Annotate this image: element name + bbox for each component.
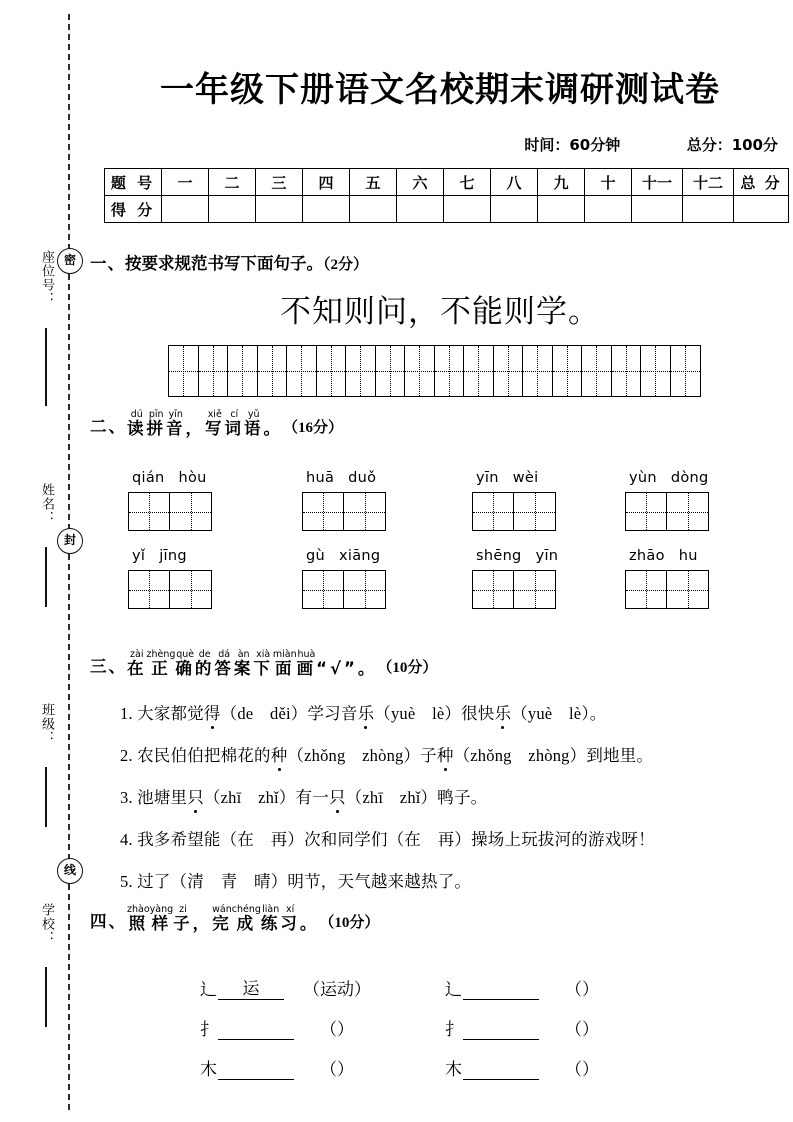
word-slot-yinwei-grid[interactable]: [472, 492, 556, 531]
emphasis-char[interactable]: 得: [204, 700, 221, 724]
seal-char-feng: 封: [57, 528, 83, 554]
seal-margin: [0, 0, 90, 1122]
word-slot-guxiang-grid[interactable]: [302, 570, 386, 609]
word-slot-zhaohu[interactable]: [625, 548, 709, 609]
question-text: （zhī zhǐ）鸭子。: [345, 788, 488, 807]
ruby-char: [195, 650, 215, 677]
ruby-char: [297, 650, 317, 677]
radical-blank[interactable]: 运: [218, 979, 284, 1000]
pinyin-1: shēng: [476, 548, 522, 564]
ruby-pinyin: cí: [230, 409, 239, 420]
field-school-label: 学校：: [39, 903, 54, 945]
radical-word-paren[interactable]: （）: [565, 1020, 599, 1039]
ruby-hanzi: 正: [151, 658, 171, 678]
word-slot-qianhou-pinyin: [128, 470, 212, 486]
radical-word-paren[interactable]: （）: [320, 1020, 354, 1039]
word-slot-zhaohu-pinyin: [625, 548, 709, 564]
score-table-col-3: 三: [256, 169, 303, 196]
pinyin-1: yīn: [476, 470, 499, 486]
ruby-char: [264, 410, 284, 437]
score-table-col-2: 二: [209, 169, 256, 196]
radical-row-1-right[interactable]: [445, 975, 625, 1000]
emphasis-char[interactable]: 只: [329, 784, 346, 808]
score-table-score-label: 得 分: [105, 196, 162, 223]
writing-cell[interactable]: [303, 571, 344, 608]
radical-glyph: 辶: [445, 980, 463, 999]
pinyin-1: gù: [306, 548, 325, 564]
radical-blank[interactable]: [463, 1059, 539, 1080]
ruby-hanzi: 。: [357, 658, 378, 678]
question-index: 5.: [120, 872, 138, 891]
ruby-char: [127, 650, 147, 677]
ruby-char: [147, 650, 176, 677]
ruby-char: [127, 410, 147, 437]
pinyin-2: wèi: [512, 470, 539, 486]
question-text: 大家都觉: [137, 704, 204, 723]
word-slot-yundong[interactable]: [625, 470, 709, 531]
writing-cell[interactable]: [667, 571, 708, 608]
word-slot-huaduo-grid[interactable]: [302, 492, 386, 531]
radical-row-2-right[interactable]: [445, 1015, 625, 1040]
section-1-quote: 不知则问，不能则学。: [280, 294, 600, 329]
ruby-hanzi: 写: [205, 418, 225, 438]
writing-cell[interactable]: [129, 571, 170, 608]
word-slot-yijing[interactable]: [128, 548, 212, 609]
pinyin-1: qián: [132, 470, 165, 486]
writing-cell[interactable]: [344, 493, 385, 530]
ruby-pinyin: liàn: [262, 904, 280, 915]
pinyin-2: jīng: [159, 548, 187, 564]
word-slot-shengyin[interactable]: [472, 548, 558, 609]
ruby-hanzi: 案: [233, 658, 254, 678]
writing-cell[interactable]: [523, 346, 553, 396]
emphasis-char[interactable]: 种: [437, 742, 454, 766]
ruby-char: [225, 410, 245, 437]
score-cell-9[interactable]: [538, 196, 585, 223]
score-table-col-8: 八: [491, 169, 538, 196]
field-school[interactable]: [0, 900, 56, 1030]
ruby-hanzi: 习: [280, 913, 300, 933]
radical-word-paren[interactable]: （）: [320, 1060, 354, 1079]
ruby-hanzi: 子: [173, 913, 193, 933]
radical-glyph: 辶: [200, 980, 218, 999]
field-student-name-rule: [45, 547, 47, 607]
ruby-char: [253, 650, 273, 677]
seal-char-mi: 密: [57, 248, 83, 274]
ruby-pinyin: xià: [256, 649, 271, 660]
writing-cell[interactable]: [317, 346, 347, 396]
writing-cell[interactable]: [464, 346, 494, 396]
word-slot-huaduo-pinyin: [302, 470, 386, 486]
ruby-char: [280, 905, 300, 932]
ruby-pinyin: yàng: [149, 904, 174, 915]
score-cell-2[interactable]: [209, 196, 256, 223]
score-table-header-row: [105, 169, 789, 196]
ruby-char: [175, 650, 195, 677]
field-student-name[interactable]: [0, 480, 56, 610]
seal-char-xian: 线: [57, 858, 83, 884]
radical-glyph: 木: [445, 1060, 463, 1079]
question-text: （de děi）学习音: [220, 704, 358, 723]
score-table-col-6: 六: [397, 169, 444, 196]
word-slot-yinwei[interactable]: [472, 470, 556, 531]
section-2-points: （16分）: [283, 420, 344, 437]
radical-glyph: 扌: [445, 1020, 463, 1039]
section-3-number: 三、: [90, 657, 127, 677]
emphasis-char[interactable]: 乐: [358, 700, 375, 724]
radical-word-paren[interactable]: （运动）: [303, 980, 371, 999]
pinyin-2: hu: [678, 548, 698, 564]
score-table-col-4: 四: [303, 169, 350, 196]
radical-row-3-right[interactable]: [445, 1055, 625, 1080]
pinyin-2: xiāng: [339, 548, 381, 564]
writing-cell[interactable]: [473, 493, 514, 530]
ruby-hanzi: 照: [128, 913, 149, 933]
score-cell-8[interactable]: [491, 196, 538, 223]
section-4-number: 四、: [90, 912, 127, 932]
word-slot-yijing-pinyin: [128, 548, 212, 564]
ruby-char: [316, 650, 358, 677]
emphasis-char[interactable]: 乐: [495, 700, 512, 724]
writing-cell[interactable]: [667, 493, 708, 530]
writing-cell[interactable]: [582, 346, 612, 396]
writing-cell[interactable]: [494, 346, 524, 396]
ruby-char: [244, 410, 264, 437]
question-index: 4.: [120, 830, 138, 849]
score-cell-total[interactable]: [734, 196, 789, 223]
writing-cell[interactable]: [170, 493, 211, 530]
ruby-char: [186, 410, 206, 437]
field-class[interactable]: [0, 700, 56, 830]
radical-row-2-left[interactable]: [200, 1015, 380, 1040]
ruby-hanzi: “√”: [316, 658, 358, 678]
radical-blank[interactable]: [218, 1059, 294, 1080]
ruby-char: [300, 905, 320, 932]
score-cell-6[interactable]: [397, 196, 444, 223]
ruby-hanzi: 读: [127, 418, 147, 438]
writing-cell[interactable]: [435, 346, 465, 396]
section-4-heading: [90, 905, 379, 932]
writing-cell[interactable]: [199, 346, 229, 396]
section-2-number: 二、: [90, 417, 127, 437]
writing-cell[interactable]: [129, 493, 170, 530]
ruby-pinyin: zhèng: [146, 649, 176, 660]
section-2-heading: [90, 410, 343, 437]
writing-cell[interactable]: [170, 571, 211, 608]
word-slot-yundong-grid[interactable]: [625, 492, 709, 531]
section-1-points: （2分）: [323, 257, 369, 273]
score-table-col-7: 七: [444, 169, 491, 196]
radical-word-paren[interactable]: （）: [565, 1060, 599, 1079]
pinyin-2: yīn: [535, 548, 559, 564]
ruby-pinyin: dú: [130, 409, 143, 420]
ruby-char: [261, 905, 281, 932]
writing-cell[interactable]: [405, 346, 435, 396]
field-seat-number-rule: [45, 328, 47, 406]
question-index: 1.: [120, 704, 138, 723]
score-cell-11[interactable]: [632, 196, 683, 223]
ruby-pinyin: de: [198, 649, 211, 660]
ruby-pinyin: zi: [179, 904, 187, 915]
word-slot-guxiang-pinyin: [302, 548, 386, 564]
ruby-char: [273, 650, 297, 677]
radical-glyph: 扌: [200, 1020, 218, 1039]
exam-duration-label: 时间：60分钟: [524, 136, 621, 154]
writing-cell[interactable]: [626, 493, 667, 530]
score-cell-5[interactable]: [350, 196, 397, 223]
score-table-col-10: 十: [585, 169, 632, 196]
ruby-char: [173, 905, 193, 932]
writing-cell[interactable]: [228, 346, 258, 396]
ruby-hanzi: 。: [299, 913, 320, 933]
ruby-hanzi: 词: [224, 418, 244, 438]
ruby-hanzi: ，: [185, 418, 205, 438]
ruby-char: [150, 905, 174, 932]
ruby-hanzi: 练: [260, 913, 281, 933]
exam-total-points-label: 总分：100分: [686, 136, 778, 154]
ruby-pinyin: dá: [218, 649, 231, 660]
radical-blank[interactable]: [463, 979, 539, 1000]
pinyin-1: yùn: [629, 470, 657, 486]
score-cell-3[interactable]: [256, 196, 303, 223]
writing-cell[interactable]: [553, 346, 583, 396]
ruby-pinyin: zhào: [127, 904, 150, 915]
ruby-pinyin: wán: [212, 904, 232, 915]
radical-row-1-left[interactable]: [200, 975, 380, 1000]
radical-glyph: 木: [200, 1060, 218, 1079]
ruby-hanzi: 答: [214, 658, 234, 678]
choice-question-3[interactable]: [120, 784, 487, 808]
writing-cell[interactable]: [514, 493, 555, 530]
ruby-pinyin: àn: [237, 649, 250, 660]
score-cell-1[interactable]: [162, 196, 209, 223]
ruby-pinyin: què: [176, 649, 195, 660]
ruby-pinyin: yǔ: [247, 409, 260, 420]
section-1-heading: [90, 250, 368, 274]
score-table-score-row: [105, 196, 789, 223]
score-table-col-9: 九: [538, 169, 585, 196]
ruby-char: [193, 905, 213, 932]
ruby-char: [358, 650, 378, 677]
ruby-char: [166, 410, 186, 437]
ruby-pinyin: pīn: [148, 409, 164, 420]
radical-row-3-left[interactable]: [200, 1055, 380, 1080]
section-2-title-ruby: [127, 409, 283, 438]
question-text: （yuè lè）。: [511, 704, 607, 723]
score-table-col-12: 十二: [683, 169, 734, 196]
word-slot-yijing-grid[interactable]: [128, 570, 212, 609]
seal-dashed-line: [68, 14, 70, 1110]
section-3-heading: [90, 650, 437, 677]
question-index: 3.: [120, 788, 138, 807]
section-1-writing-grid[interactable]: [168, 345, 701, 397]
writing-cell[interactable]: [473, 571, 514, 608]
writing-cell[interactable]: [641, 346, 671, 396]
ruby-pinyin: xiě: [207, 409, 222, 420]
field-seat-number-label: 座位号：: [39, 250, 54, 306]
section-3-title-ruby: [127, 649, 378, 678]
ruby-char: [232, 905, 261, 932]
ruby-pinyin: chéng: [231, 904, 261, 915]
word-slot-huaduo[interactable]: [302, 470, 386, 531]
ruby-pinyin: yīn: [168, 409, 183, 420]
ruby-pinyin: huà: [297, 649, 316, 660]
exam-meta: [90, 134, 778, 155]
ruby-hanzi: 的: [194, 658, 215, 678]
question-text: （zhǒng zhòng）子: [287, 746, 437, 765]
score-table-col-11: 十一: [632, 169, 683, 196]
emphasis-char[interactable]: 种: [271, 742, 288, 766]
choice-question-5[interactable]: [120, 868, 471, 892]
score-table-col-1: 一: [162, 169, 209, 196]
ruby-hanzi: 在: [127, 658, 147, 678]
ruby-char: [212, 905, 232, 932]
ruby-hanzi: 语: [244, 418, 264, 438]
question-text: （yuè lè）很快: [374, 704, 495, 723]
field-class-rule: [45, 767, 47, 827]
word-slot-guxiang[interactable]: [302, 548, 386, 609]
field-school-rule: [45, 967, 47, 1027]
score-cell-10[interactable]: [585, 196, 632, 223]
ruby-hanzi: 下: [253, 658, 273, 678]
choice-question-2[interactable]: [120, 742, 653, 766]
score-cell-12[interactable]: [683, 196, 734, 223]
writing-cell[interactable]: [287, 346, 317, 396]
radical-word-paren[interactable]: （）: [565, 980, 599, 999]
question-text: （zhī zhǐ）有一: [203, 788, 329, 807]
ruby-hanzi: 确: [175, 658, 195, 678]
ruby-char: [205, 410, 225, 437]
word-slot-shengyin-grid[interactable]: [472, 570, 556, 609]
choice-question-4[interactable]: [120, 826, 655, 850]
ruby-hanzi: 音: [166, 418, 186, 438]
ruby-char: [234, 650, 254, 677]
word-slot-zhaohu-grid[interactable]: [625, 570, 709, 609]
choice-question-1[interactable]: [120, 700, 606, 724]
section-4-points: （10分）: [319, 915, 380, 932]
ruby-hanzi: 成: [236, 913, 257, 933]
writing-cell[interactable]: [376, 346, 406, 396]
section-3-points: （10分）: [377, 660, 438, 677]
question-text: 过了（清 青 晴）明节，天气越来越热了。: [137, 872, 472, 891]
writing-cell[interactable]: [169, 346, 199, 396]
ruby-hanzi: 。: [263, 418, 283, 438]
score-table-col-5: 五: [350, 169, 397, 196]
section-4-title-ruby: [127, 904, 320, 933]
section-1-title: 按要求规范书写下面句子。: [125, 254, 323, 273]
field-class-label: 班级：: [39, 703, 54, 745]
exam-sheet: [90, 0, 793, 1122]
score-table-question-label: 题 号: [105, 169, 162, 196]
radical-word: 运动: [320, 980, 354, 999]
ruby-hanzi: ，: [192, 913, 213, 933]
question-text: 池塘里: [137, 788, 188, 807]
word-slot-yinwei-pinyin: [472, 470, 556, 486]
writing-cell[interactable]: [626, 571, 667, 608]
writing-cell[interactable]: [612, 346, 642, 396]
ruby-hanzi: 完: [212, 913, 232, 933]
field-student-name-label: 姓名：: [39, 483, 54, 525]
score-cell-4[interactable]: [303, 196, 350, 223]
writing-cell[interactable]: [671, 346, 701, 396]
word-slot-yundong-pinyin: [625, 470, 709, 486]
ruby-hanzi: 面: [275, 658, 295, 678]
pinyin-1: huā: [306, 470, 335, 486]
score-table: [104, 168, 789, 223]
ruby-pinyin: xí: [286, 904, 295, 915]
ruby-char: [214, 650, 234, 677]
word-slot-qianhou[interactable]: [128, 470, 212, 531]
radical-blank[interactable]: [218, 1019, 294, 1040]
ruby-pinyin: zài: [130, 649, 144, 660]
ruby-hanzi: 样: [151, 913, 172, 933]
writing-cell[interactable]: [514, 571, 555, 608]
score-cell-7[interactable]: [444, 196, 491, 223]
question-text: （zhǒng zhòng）到地里。: [453, 746, 654, 765]
ruby-pinyin: miàn: [272, 649, 297, 660]
writing-cell[interactable]: [344, 571, 385, 608]
ruby-hanzi: 拼: [146, 418, 166, 438]
field-seat-number[interactable]: [0, 250, 56, 400]
question-text: 我多希望能（在 再）次和同学们（在 再）操场上玩拔河的游戏呀！: [137, 830, 655, 849]
section-1-number: 一、: [90, 254, 125, 273]
question-text: 农民伯伯把棉花的: [137, 746, 271, 765]
word-slot-qianhou-grid[interactable]: [128, 492, 212, 531]
ruby-char: [147, 410, 167, 437]
writing-cell[interactable]: [258, 346, 288, 396]
pinyin-2: duǒ: [348, 470, 377, 486]
question-index: 2.: [120, 746, 138, 765]
writing-cell[interactable]: [303, 493, 344, 530]
pinyin-1: yǐ: [132, 548, 146, 564]
radical-blank[interactable]: [463, 1019, 539, 1040]
writing-cell[interactable]: [346, 346, 376, 396]
pinyin-2: hòu: [178, 470, 207, 486]
ruby-char: [127, 905, 150, 932]
score-table-col-total: 总 分: [734, 169, 789, 196]
emphasis-char[interactable]: 只: [187, 784, 204, 808]
word-slot-shengyin-pinyin: [472, 548, 558, 564]
pinyin-1: zhāo: [629, 548, 665, 564]
page-title: 一年级下册语文名校期末调研测试卷: [160, 70, 720, 110]
ruby-hanzi: 画: [296, 658, 317, 678]
pinyin-2: dòng: [670, 470, 709, 486]
